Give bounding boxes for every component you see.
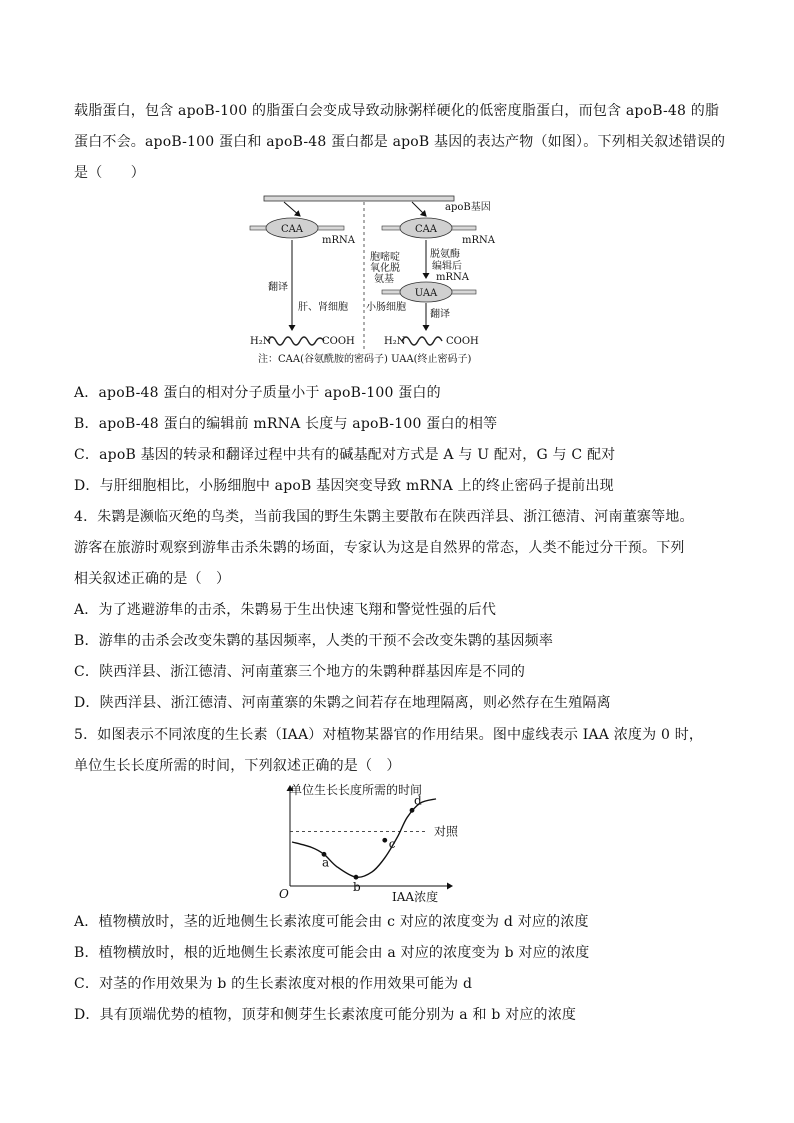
q5-stem-line-1: 5．如图表示不同浓度的生长素（IAA）对植物某器官的作用结果。图中虚线表示 IAA 浓度为 0 时，	[74, 727, 704, 743]
q3-option-a: A．apoB-48 蛋白的相对分子质量小于 apoB-100 蛋白的	[74, 385, 441, 401]
apob-gene-bar	[264, 196, 454, 201]
q4-stem-line-1: 4．朱鹮是濒临灭绝的鸟类，当前我国的野生朱鹮主要散布在陕西洋县、浙江德清、河南董寨等地。	[74, 509, 694, 525]
protein-apob100	[268, 337, 324, 345]
q4-option-c: C．陕西洋县、浙江德清、河南董寨三个地方的朱鹮种群基因库是不同的	[74, 664, 526, 680]
q5-option-b: B．植物横放时，根的近地侧生长素浓度可能会由 a 对应的浓度变为 b 对应的浓度	[74, 945, 590, 961]
svg-text:COOH: COOH	[322, 336, 355, 347]
q5-option-a: A．植物横放时，茎的近地侧生长素浓度可能会由 c 对应的浓度变为 d 对应的浓度	[74, 914, 589, 930]
point-label-c: c	[388, 837, 396, 852]
svg-text:胞嘧啶: 胞嘧啶	[370, 252, 400, 263]
svg-text:编辑后: 编辑后	[432, 261, 462, 272]
svg-text:H₂N: H₂N	[250, 336, 272, 347]
svg-text:氨基: 氨基	[374, 274, 394, 285]
point-label-d: d	[414, 793, 422, 808]
protein-apob48	[402, 337, 442, 345]
svg-text:CAA: CAA	[414, 224, 438, 235]
q3-stem-line-1: 载脂蛋白，包含 apoB-100 的脂蛋白会变成导致动脉粥样硬化的低密度脂蛋白，而包含 apoB-48 的脂	[74, 103, 720, 119]
q3-option-b: B．apoB-48 蛋白的编辑前 mRNA 长度与 apoB-100 蛋白的相等	[74, 416, 498, 432]
apob-expression-diagram	[240, 190, 520, 370]
point-label-b: b	[353, 880, 361, 895]
q4-stem-line-2: 游客在旅游时观察到游隼击杀朱鹮的场面，专家认为这是自然界的常态，人类不能过分干预。下列	[74, 540, 685, 556]
svg-text:氧化脱: 氧化脱	[370, 263, 400, 274]
svg-text:肝、肾细胞: 肝、肾细胞	[298, 302, 348, 313]
q5-option-d: D．具有顶端优势的植物，顶芽和侧芽生长素浓度可能分别为 a 和 b 对应的浓度	[74, 1007, 577, 1023]
q4-stem-line-3: 相关叙述正确的是（ ）	[74, 571, 231, 587]
svg-text:脱氨酶: 脱氨酶	[430, 249, 460, 260]
q3-stem-line-3: 是（ ）	[74, 165, 145, 181]
q4-option-d: D．陕西洋县、浙江德清、河南董寨的朱鹮之间若存在地理隔离，则必然存在生殖隔离	[74, 695, 611, 711]
iaa-chart	[270, 780, 480, 906]
reference-line-label: 对照	[434, 824, 459, 839]
svg-text:COOH: COOH	[446, 336, 479, 347]
response-curve	[292, 799, 436, 877]
point-d	[410, 808, 415, 813]
point-b	[354, 875, 359, 880]
q4-option-a: A．为了逃避游隼的击杀，朱鹮易于生出快速飞翔和警觉性强的后代	[74, 602, 497, 618]
point-c	[382, 838, 387, 843]
q3-stem-line-2: 蛋白不会。apoB-100 蛋白和 apoB-48 蛋白都是 apoB 基因的表达产物（如图）。下列相关叙述错误的	[74, 134, 726, 150]
origin-label: O	[279, 887, 289, 901]
point-label-a: a	[322, 855, 330, 870]
q5-option-c: C．对茎的作用效果为 b 的生长素浓度对根的作用效果可能为 d	[74, 976, 473, 992]
svg-text:mRNA: mRNA	[462, 235, 495, 246]
y-axis-label: 单位生长长度所需的时间	[290, 783, 423, 797]
svg-text:mRNA: mRNA	[322, 235, 355, 246]
svg-text:翻译: 翻译	[268, 282, 288, 293]
q4-option-b: B．游隼的击杀会改变朱鹮的基因频率，人类的干预不会改变朱鹮的基因频率	[74, 633, 554, 649]
q3-option-d: D．与肝细胞相比，小肠细胞中 apoB 基因突变导致 mRNA 上的终止密码子提前出现	[74, 478, 614, 494]
svg-text:mRNA: mRNA	[436, 272, 469, 283]
svg-text:H₂N: H₂N	[384, 336, 406, 347]
q3-option-c: C．apoB 基因的转录和翻译过程中共有的碱基配对方式是 A 与 U 配对，G 与 C 配对	[74, 447, 616, 463]
svg-text:翻译: 翻译	[430, 309, 450, 320]
q5-stem-line-2: 单位生长长度所需的时间，下列叙述正确的是（ ）	[74, 758, 401, 774]
figure-note: 注：CAA(谷氨酰胺的密码子) UAA(终止密码子)	[258, 354, 472, 365]
svg-text:小肠细胞: 小肠细胞	[366, 302, 406, 313]
gene-label: apoB基因	[445, 202, 491, 213]
svg-text:CAA: CAA	[280, 224, 304, 235]
x-axis-label: IAA浓度	[392, 890, 439, 904]
svg-text:UAA: UAA	[414, 288, 438, 299]
